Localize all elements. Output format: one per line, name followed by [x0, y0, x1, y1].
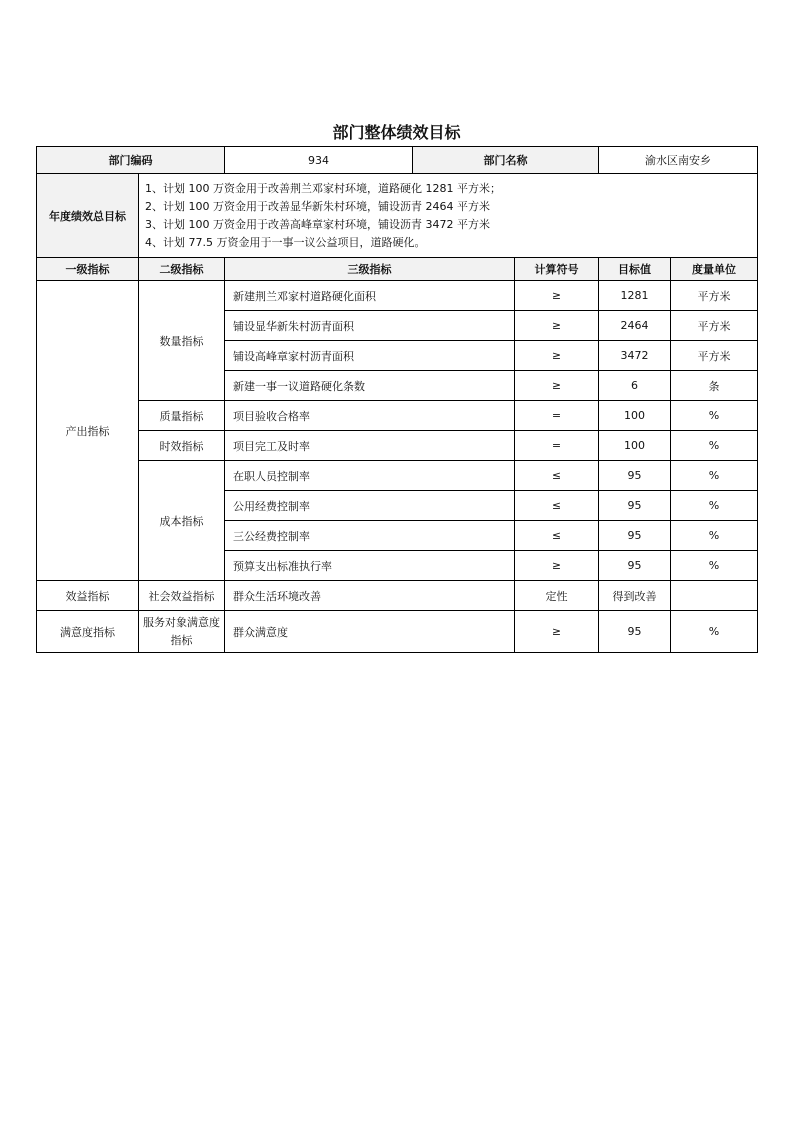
indicator-unit: % [671, 611, 758, 653]
indicator-unit: % [671, 431, 758, 461]
indicator-symbol: = [515, 401, 599, 431]
dept-name-label: 部门名称 [413, 147, 599, 174]
indicator-symbol: = [515, 431, 599, 461]
indicator-unit: 平方米 [671, 281, 758, 311]
table-row [37, 461, 758, 491]
dept-row [37, 147, 758, 174]
indicator-unit: 平方米 [671, 311, 758, 341]
header-level3: 三级指标 [225, 258, 515, 281]
group-benefit: 效益指标 [37, 581, 139, 611]
indicator-unit: % [671, 461, 758, 491]
header-unit: 度量单位 [671, 258, 758, 281]
indicator-symbol: ≥ [515, 281, 599, 311]
annual-goal-list [139, 174, 758, 258]
indicator-symbol: ≤ [515, 491, 599, 521]
page-title: 部门整体绩效目标 [332, 123, 461, 142]
header-symbol: 计算符号 [515, 258, 599, 281]
indicator-symbol: 定性 [515, 581, 599, 611]
indicator-symbol: ≤ [515, 521, 599, 551]
annual-goal-item: 3、计划 100 万资金用于改善高峰章家村环境，铺设沥青 3472 平方米 [145, 217, 490, 231]
indicator-target: 95 [599, 611, 671, 653]
header-row [37, 258, 758, 281]
indicator-target: 95 [599, 461, 671, 491]
indicator-unit: % [671, 551, 758, 581]
group-quantity: 数量指标 [139, 281, 225, 401]
indicator-unit: 条 [671, 371, 758, 401]
indicator-target: 95 [599, 551, 671, 581]
header-level1: 一级指标 [37, 258, 139, 281]
indicator-name: 铺设高峰章家村沥青面积 [225, 341, 515, 371]
header-target: 目标值 [599, 258, 671, 281]
indicator-unit [671, 581, 758, 611]
indicator-target: 95 [599, 521, 671, 551]
group-timeliness: 时效指标 [139, 431, 225, 461]
indicator-symbol: ≥ [515, 311, 599, 341]
table-row [37, 281, 758, 311]
indicator-target: 1281 [599, 281, 671, 311]
indicator-target: 得到改善 [599, 581, 671, 611]
dept-code-value: 934 [225, 147, 413, 174]
indicator-symbol: ≤ [515, 461, 599, 491]
indicator-name: 三公经费控制率 [225, 521, 515, 551]
table-row [37, 401, 758, 431]
indicator-symbol: ≥ [515, 551, 599, 581]
annual-goal-row [37, 174, 758, 258]
annual-goal-item: 4、计划 77.5 万资金用于一事一议公益项目，道路硬化。 [145, 235, 426, 249]
header-level2: 二级指标 [139, 258, 225, 281]
table-row [37, 611, 758, 653]
indicator-target: 95 [599, 491, 671, 521]
indicator-name: 公用经费控制率 [225, 491, 515, 521]
performance-table [36, 146, 758, 653]
indicator-name: 项目完工及时率 [225, 431, 515, 461]
indicator-symbol: ≥ [515, 341, 599, 371]
indicator-target: 6 [599, 371, 671, 401]
group-service: 服务对象满意度指标 [139, 611, 225, 653]
indicator-target: 100 [599, 401, 671, 431]
indicator-unit: % [671, 491, 758, 521]
indicator-target: 100 [599, 431, 671, 461]
indicator-name: 群众生活环境改善 [225, 581, 515, 611]
group-social: 社会效益指标 [139, 581, 225, 611]
indicator-name: 预算支出标准执行率 [225, 551, 515, 581]
group-cost: 成本指标 [139, 461, 225, 581]
annual-goal-label: 年度绩效总目标 [37, 174, 139, 258]
indicator-unit: 平方米 [671, 341, 758, 371]
indicator-name: 在职人员控制率 [225, 461, 515, 491]
indicator-name: 铺设显华新朱村沥青面积 [225, 311, 515, 341]
annual-goal-item: 1、计划 100 万资金用于改善荆兰邓家村环境，道路硬化 1281 平方米； [145, 181, 501, 195]
group-satisfaction: 满意度指标 [37, 611, 139, 653]
indicator-unit: % [671, 521, 758, 551]
indicator-symbol: ≥ [515, 611, 599, 653]
dept-name-value: 渝水区南安乡 [599, 147, 758, 174]
annual-goal-item: 2、计划 100 万资金用于改善显华新朱村环境，铺设沥青 2464 平方米 [145, 199, 490, 213]
group-output: 产出指标 [37, 281, 139, 581]
indicator-symbol: ≥ [515, 371, 599, 401]
indicator-name: 新建一事一议道路硬化条数 [225, 371, 515, 401]
indicator-target: 2464 [599, 311, 671, 341]
table-row [37, 581, 758, 611]
indicator-target: 3472 [599, 341, 671, 371]
indicator-name: 项目验收合格率 [225, 401, 515, 431]
indicator-unit: % [671, 401, 758, 431]
indicator-name: 群众满意度 [225, 611, 515, 653]
table-row [37, 431, 758, 461]
indicator-name: 新建荆兰邓家村道路硬化面积 [225, 281, 515, 311]
group-quality: 质量指标 [139, 401, 225, 431]
dept-code-label: 部门编码 [37, 147, 225, 174]
